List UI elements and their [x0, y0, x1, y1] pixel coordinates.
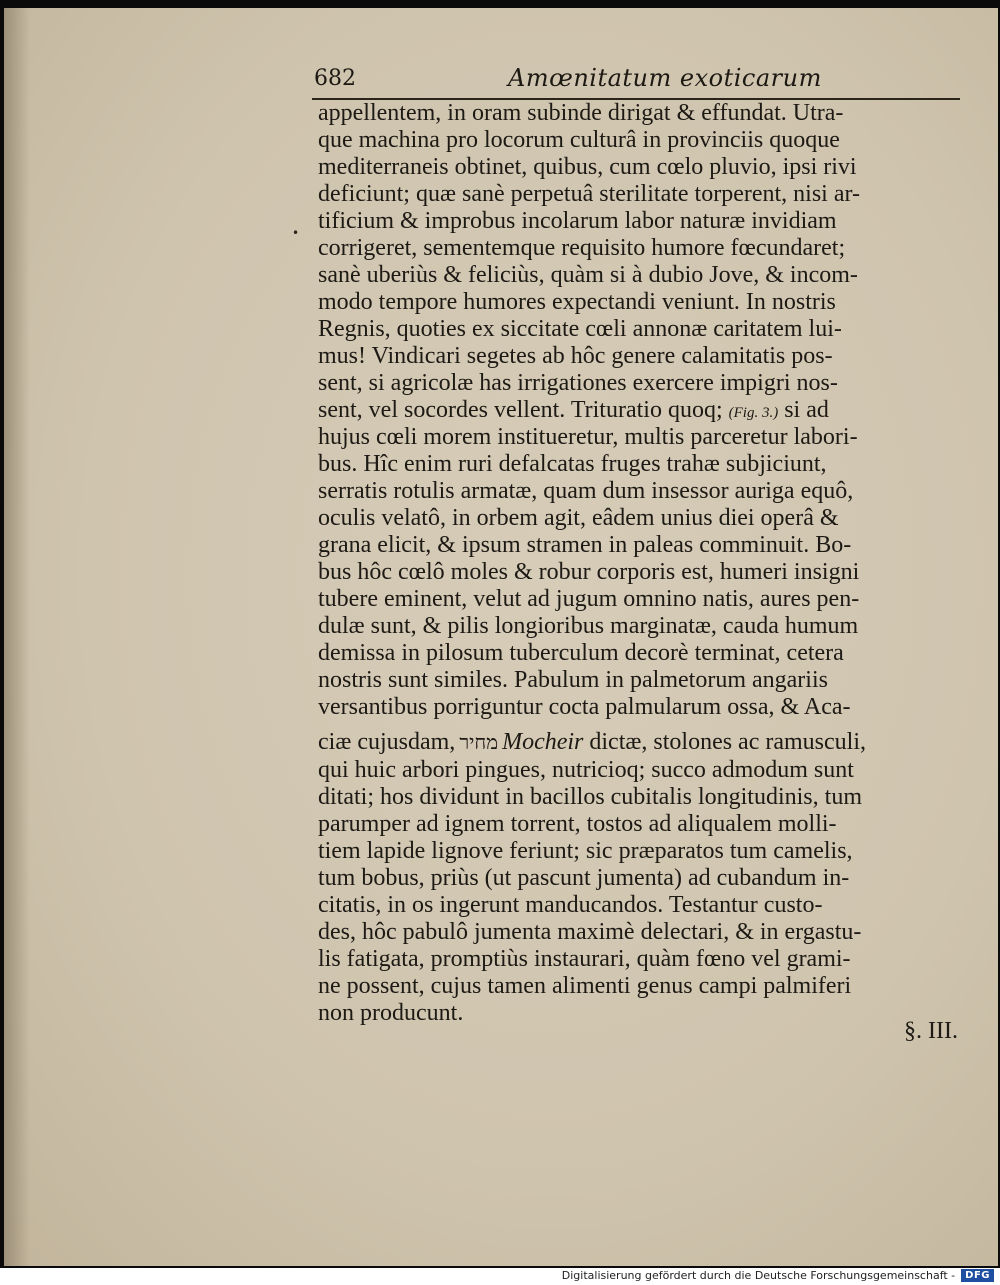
- footer-text: Digitalisierung gefördert durch die Deutsche Forschungsgemeinschaft -: [561, 1268, 956, 1282]
- text-line: Regnis, quoties ex siccitate cœli annonæ caritatem lui-: [318, 316, 842, 342]
- text-line: sanè uberiùs & feliciùs, quàm si à dubio Jove, & incom-: [318, 262, 858, 288]
- text-segment: dictæ, stolones ac ramusculi,: [589, 729, 866, 755]
- running-title: Amœnitatum exoticarum: [508, 64, 822, 92]
- text-line: des, hôc pabulô jumenta maximè delectari, & in ergastu-: [318, 919, 862, 945]
- text-line: citatis, in os ingerunt manducandos. Testantur custo-: [318, 892, 823, 918]
- text-line: ne possent, cujus tamen alimenti genus campi palmiferi: [318, 973, 852, 999]
- italic-term: Mocheir: [502, 729, 584, 755]
- text-line-with-figure-ref: [318, 397, 968, 424]
- text-line: grana elicit, & ipsum stramen in paleas comminuit. Bo-: [318, 532, 852, 558]
- text-line: nostris sunt similes. Pabulum in palmetorum angariis: [318, 667, 828, 693]
- text-line: tificium & improbus incolarum labor naturæ invidiam: [318, 208, 837, 234]
- text-line: serratis rotulis armatæ, quam dum insessor auriga equô,: [318, 478, 854, 504]
- text-line: parumper ad ignem torrent, tostos ad aliqualem molli-: [318, 811, 837, 837]
- text-line: demissa in pilosum tuberculum decorè terminat, cetera: [318, 640, 844, 666]
- margin-bullet-mark: •: [292, 226, 300, 240]
- text-line: tubere eminent, velut ad jugum omnino natis, aures pen-: [318, 586, 860, 612]
- text-line: versantibus porriguntur cocta palmularum ossa, & Aca-: [318, 694, 851, 720]
- section-mark: §. III.: [904, 1018, 958, 1044]
- text-line: mediterraneis obtinet, quibus, cum cœlo pluvio, ipsi rivi: [318, 154, 857, 180]
- text-line: bus. Hîc enim ruri defalcatas fruges trahæ subjiciunt,: [318, 451, 827, 477]
- text-line: mus! Vindicari segetes ab hôc genere calamitatis pos-: [318, 343, 833, 369]
- page-header: [312, 60, 962, 100]
- text-line: modo tempore humores expectandi veniunt. In nostris: [318, 289, 836, 315]
- text-line: qui huic arbori pingues, nutricioq; succo admodum sunt: [318, 757, 854, 783]
- footer: [562, 1267, 994, 1283]
- hebrew-word: מחיר: [459, 732, 499, 754]
- text-segment: si ad: [784, 397, 829, 423]
- text-line: non producunt.: [318, 1000, 464, 1026]
- text-line: tum bobus, priùs (ut pascunt jumenta) ad cubandum in-: [318, 865, 850, 891]
- text-line: hujus cœli morem institueretur, multis parceretur labori-: [318, 424, 858, 450]
- text-line: que machina pro locorum culturâ in provinciis quoque: [318, 127, 840, 153]
- text-line: deficiunt; quæ sanè perpetuâ sterilitate torperent, nisi ar-: [318, 181, 860, 207]
- text-line: oculis velatô, in orbem agit, eâdem unius diei operâ &: [318, 505, 839, 531]
- page-number: 682: [314, 66, 356, 91]
- figure-reference: (Fig. 3.): [728, 405, 779, 421]
- body-text: [318, 100, 968, 1027]
- text-line: tiem lapide lignove feriunt; sic præparatos tum camelis,: [318, 838, 853, 864]
- text-line-with-hebrew: [318, 727, 968, 757]
- dfg-logo: DFG: [961, 1269, 994, 1282]
- text-line: appellentem, in oram subinde dirigat & effundat. Utra-: [318, 100, 844, 126]
- text-segment: sent, vel socordes vellent. Trituratio quoq;: [318, 397, 723, 423]
- text-line: corrigeret, sementemque requisito humore fœcundaret;: [318, 235, 846, 261]
- text-segment: ciæ cujusdam,: [318, 729, 456, 755]
- text-line: ditati; hos dividunt in bacillos cubitalis longitudinis, tum: [318, 784, 862, 810]
- text-line: dulæ sunt, & pilis longioribus marginatæ, cauda humum: [318, 613, 859, 639]
- text-line: bus hôc cœlô moles & robur corporis est, humeri insigni: [318, 559, 860, 585]
- text-line: lis fatigata, promptiùs instaurari, quàm fœno vel grami-: [318, 946, 851, 972]
- text-line: sent, si agricolæ has irrigationes exercere impigri nos-: [318, 370, 838, 396]
